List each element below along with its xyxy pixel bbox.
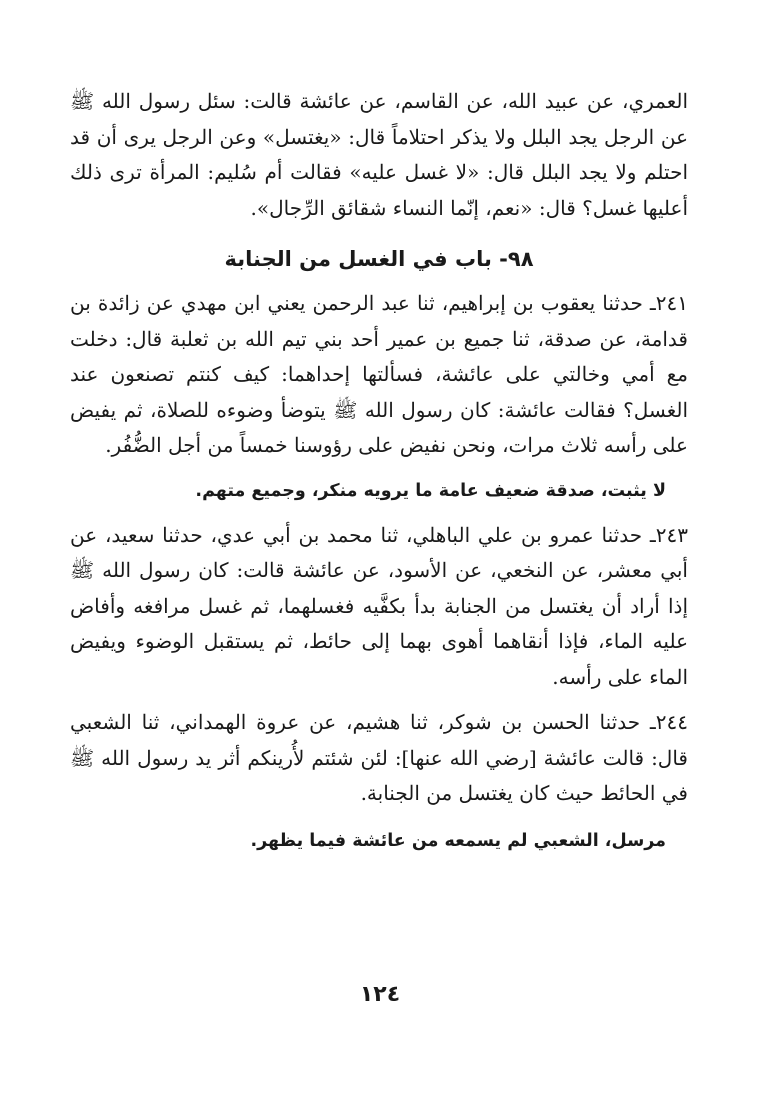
hadith-244-paragraph: ٢٤٤ـ حدثنا الحسن بن شوكر، ثنا هشيم، عن عروة الهمداني، ثنا الشعبي قال: قالت عائشة [رضي الله عنها]: لئن شئتم لأُرينكم أثر يد رسول الله ﷺ في الحائط حيث كان يغتسل من الجنابة. [70,710,689,805]
hadith-241-paragraph: ٢٤١ـ حدثنا يعقوب بن إبراهيم، ثنا عبد الرحمن يعني ابن مهدي عن زائدة بن قدامة، عن صدقة، ثنا جميع بن عمير أحد بني تيم الله بن ثعلبة قال: دخلت مع أمي وخالتي على عائشة، فسألتها إحداهما: كيف كنتم تصنعون عند الغسل؟ فقالت عائشة: كان رسول الله ﷺ يتوضأ وضوءه للصلاة، ثم يفيض على رأسه ثلاث مرات، ونحن نفيض على رؤوسنا خمساً من أجل الضُّفُر. [70,291,689,457]
page-body [70,84,688,858]
hadith-244-verdict: مرسل، الشعبي لم يسمعه من عائشة فيما يظهر. [250,830,666,851]
chapter-heading: ٩٨- باب في الغسل من الجنابة [224,247,534,271]
hadith-241-verdict: لا يثبت، صدقة ضعيف عامة ما يرويه منكر، وجميع متهم. [195,480,666,501]
hadith-243-paragraph: ٢٤٣ـ حدثنا عمرو بن علي الباهلي، ثنا محمد بن أبي عدي، حدثنا سعيد، عن أبي معشر، عن النخعي، عن الأسود، عن عائشة قالت: كان رسول الله ﷺ إذا أراد أن يغتسل من الجنابة بدأ بكفَّيه فغسلهما، ثم غسل مرافغه وأفاض عليه الماء، فإذا أنقاهما أهوى بهما إلى حائط، ثم يستقبل الوضوء ويفيض الماء على رأسه. [70,522,688,689]
page-number: ١٢٤ [359,982,401,1007]
continuation-paragraph: العمري، عن عبيد الله، عن القاسم، عن عائشة قالت: سئل رسول الله ﷺ عن الرجل يجد البلل ولا يذكر احتلاماً قال: «يغتسل» وعن الرجل يرى أن قد احتلم ولا يجد البلل قال: «لا غسل عليه» فقالت أم سُليم: المرأة ترى ذلك أعليها غسل؟ قال: «نعم، إنّما النساء شقائق الرِّجال». [70,89,688,220]
